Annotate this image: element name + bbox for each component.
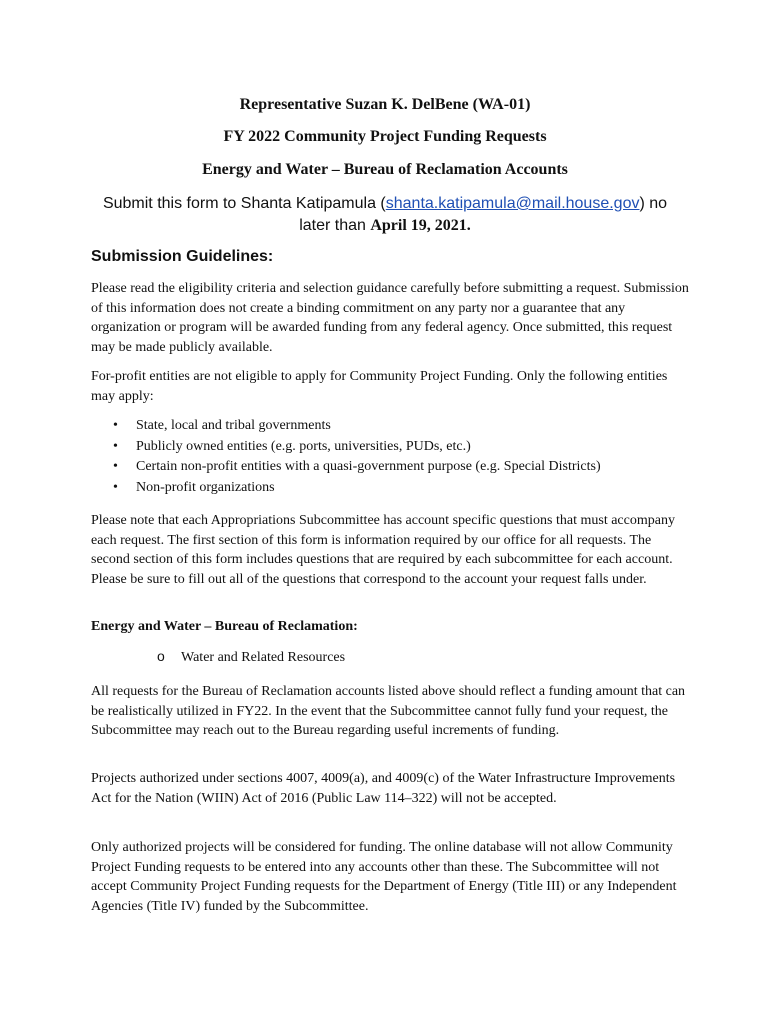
bullet-icon: • (113, 438, 118, 454)
account-list-item: o Water and Related Resources (157, 648, 346, 665)
submit-prefix: Submit this form to Shanta Katipamula ( (102, 195, 386, 212)
list-item: • State, local and tribal governments (91, 416, 601, 437)
list-item: • Publicly owned entities (e.g. ports, universities, PUDs, etc.) (91, 437, 601, 458)
guidelines-heading: Submission Guidelines: (91, 248, 274, 265)
accounts-heading: Energy and Water – Bureau of Reclamation: (91, 619, 358, 634)
wiin-act-paragraph: Projects authorized under sections 4007, 4009(a), and 4009(c) of the Water Infrastructure Improvements Act for the Nation (WIIN) Act of 2016 (Public Law 114–322) will not be accepted. (91, 771, 676, 806)
document-title-accounts: Energy and Water – Bureau of Reclamation Accounts (202, 161, 568, 178)
entities-paragraph: For-profit entities are not eligible to apply for Community Project Funding. Only the following entities may apply: (91, 369, 668, 404)
submission-instructions (90, 193, 680, 237)
email-link[interactable]: shanta.katipamula@mail.house.gov (385, 195, 640, 212)
eligibility-paragraph: Please read the eligibility criteria and selection guidance carefully before submitting a request. Submission of this information does not create a binding commitment on any party nor a guarantee that any organization or program will be awarded funding from any federal agency. Once submitted, this request may be made publicly available. (91, 281, 689, 355)
document-title-representative: Representative Suzan K. DelBene (WA-01) (239, 96, 531, 113)
eligible-entities-list (91, 416, 601, 498)
bullet-icon: • (113, 479, 118, 495)
bullet-icon: • (113, 459, 118, 474)
list-item: • Certain non-profit entities with a quasi-government purpose (e.g. Special Districts) (91, 457, 601, 478)
list-item: • Non-profit organizations (91, 478, 601, 499)
document-title-funding: FY 2022 Community Project Funding Requests (223, 128, 547, 145)
subcommittee-paragraph: Please note that each Appropriations Subcommittee has account specific questions that must accompany each request. The first section of this form is information required by our office for all requests. The second section of this form includes questions that are required by each subcommittee for each account. Please be sure to fill out all of the questions that correspond to the account your request falls under. (91, 513, 675, 587)
bullet-icon: • (113, 418, 118, 433)
circle-bullet-icon: o (157, 648, 165, 664)
submit-middle: ) no later than (299, 195, 668, 234)
authorized-projects-paragraph: Only authorized projects will be considered for funding. The online database will not allow Community Project Funding requests to be entered into any accounts other than these. The Subcommittee will not accept Community Project Funding requests for the Department of Energy (Title III) or any Independent Agencies (Title IV) funded by the Subcommittee. (91, 840, 677, 914)
deadline-date: April 19, 2021. (370, 217, 471, 234)
funding-amount-paragraph: All requests for the Bureau of Reclamation accounts listed above should reflect a funding amount that can be realistically utilized in FY22. In the event that the Subcommittee cannot fully fund your request, the Subcommittee may reach out to the Bureau regarding useful increments of funding. (91, 684, 686, 738)
